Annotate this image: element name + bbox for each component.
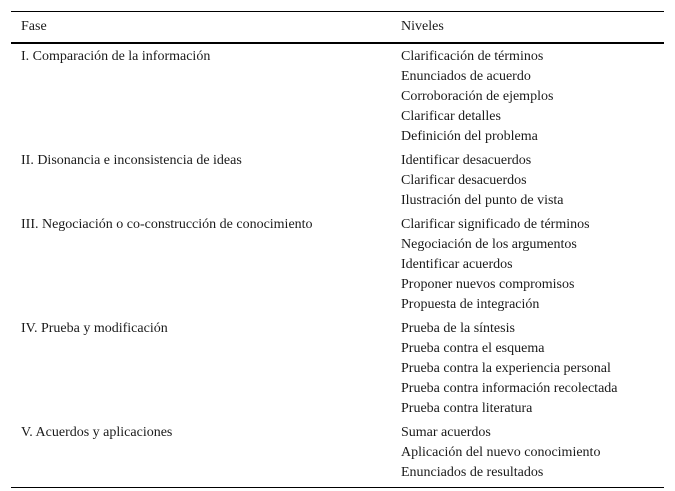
niveles-cell bbox=[391, 43, 664, 149]
nivel-item: Definición del problema bbox=[401, 129, 538, 144]
fase-cell: I. Comparación de la información bbox=[21, 49, 211, 64]
nivel-item: Aplicación del nuevo conocimiento bbox=[401, 445, 601, 460]
nivel-item: Enunciados de acuerdo bbox=[401, 69, 531, 84]
phases-table-container bbox=[11, 11, 664, 488]
fase-cell: IV. Prueba y modificación bbox=[21, 321, 168, 336]
nivel-item: Sumar acuerdos bbox=[401, 425, 491, 440]
niveles-cell bbox=[391, 213, 664, 317]
table-row bbox=[11, 421, 664, 488]
fase-cell: V. Acuerdos y aplicaciones bbox=[21, 425, 173, 440]
nivel-item: Clarificar desacuerdos bbox=[401, 173, 527, 188]
nivel-item: Corroboración de ejemplos bbox=[401, 89, 554, 104]
column-header-niveles: Niveles bbox=[391, 12, 664, 44]
nivel-item: Negociación de los argumentos bbox=[401, 237, 577, 252]
nivel-item: Proponer nuevos compromisos bbox=[401, 277, 575, 292]
nivel-item: Ilustración del punto de vista bbox=[401, 193, 564, 208]
nivel-item: Prueba contra literatura bbox=[401, 401, 533, 416]
nivel-item: Identificar desacuerdos bbox=[401, 153, 532, 168]
fase-cell: III. Negociación o co-construcción de conocimiento bbox=[21, 217, 313, 232]
nivel-item: Clarificar detalles bbox=[401, 109, 501, 124]
nivel-item: Prueba contra el esquema bbox=[401, 341, 545, 356]
nivel-item: Prueba de la síntesis bbox=[401, 321, 515, 336]
table-header-row bbox=[11, 12, 664, 44]
nivel-item: Enunciados de resultados bbox=[401, 465, 544, 480]
niveles-cell bbox=[391, 421, 664, 488]
niveles-cell bbox=[391, 317, 664, 421]
fase-cell: II. Disonancia e inconsistencia de ideas bbox=[21, 153, 242, 168]
nivel-item: Prueba contra la experiencia personal bbox=[401, 361, 611, 376]
table-row bbox=[11, 149, 664, 213]
table-row bbox=[11, 213, 664, 317]
nivel-item: Clarificar significado de términos bbox=[401, 217, 590, 232]
niveles-cell bbox=[391, 149, 664, 213]
table-row bbox=[11, 317, 664, 421]
nivel-item: Propuesta de integración bbox=[401, 297, 540, 312]
nivel-item: Identificar acuerdos bbox=[401, 257, 513, 272]
nivel-item: Prueba contra información recolectada bbox=[401, 381, 618, 396]
column-header-fase: Fase bbox=[11, 12, 391, 44]
phases-table bbox=[11, 11, 664, 488]
table-row bbox=[11, 43, 664, 149]
nivel-item: Clarificación de términos bbox=[401, 49, 544, 64]
